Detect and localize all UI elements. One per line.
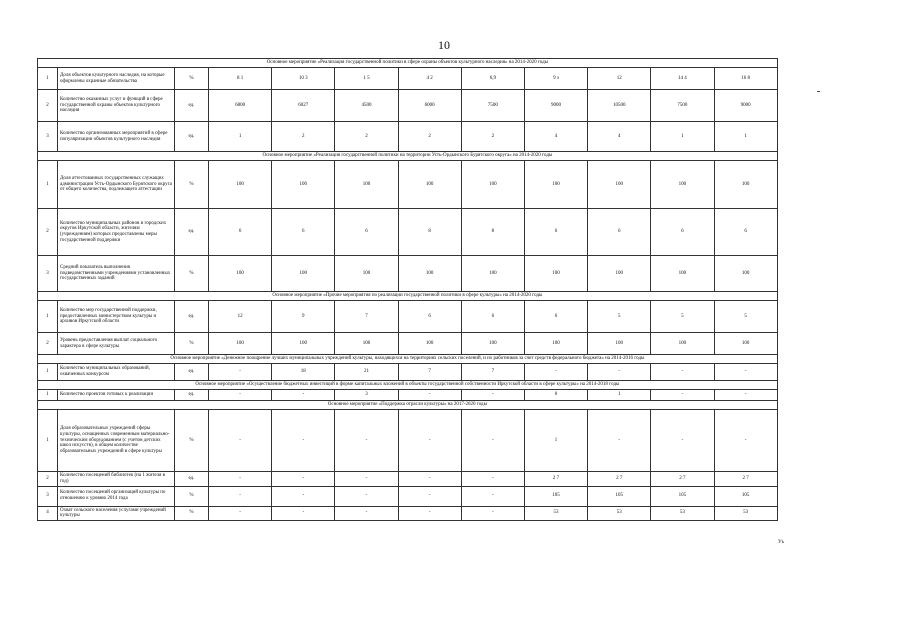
section-title: Основное мероприятие «Реализация государственной политики на территории Усть-Ордынского Бурятского округа» на 2014-2020 годы — [38, 152, 778, 161]
row-number-cell: 3 — [38, 256, 58, 292]
value-cell: 105 — [524, 486, 587, 506]
section-header-row — [38, 381, 778, 390]
value-cell: 12 — [209, 301, 272, 333]
unit-cell: ед. — [175, 364, 209, 381]
value-cell: - — [209, 472, 272, 487]
value-cell: 4 2 — [398, 68, 461, 90]
value-cell: 9 з — [524, 68, 587, 90]
value-cell: - — [335, 472, 398, 487]
table-row — [38, 486, 778, 506]
indicators-table — [37, 58, 778, 521]
value-cell: - — [272, 486, 335, 506]
value-cell: 2 7 — [651, 472, 714, 487]
value-cell: 5 — [651, 301, 714, 333]
value-cell: 16 8 — [714, 68, 777, 90]
indicator-name-cell: Количество оказанных услуг и функций в сфере государственной охраны объектов культурного наследия — [58, 90, 175, 122]
value-cell: 6 — [335, 209, 398, 256]
value-cell: 100 — [209, 256, 272, 292]
table-row — [38, 364, 778, 381]
value-cell: 8 — [461, 209, 524, 256]
row-number-cell: 3 — [38, 122, 58, 152]
value-cell: 2 — [272, 122, 335, 152]
value-cell: - — [272, 390, 335, 401]
value-cell: 53 — [714, 506, 777, 521]
value-cell: 100 — [651, 256, 714, 292]
indicator-name-cell: Количество проектов готовых к реализации — [58, 390, 175, 401]
value-cell: - — [714, 410, 777, 472]
section-header-row — [38, 152, 778, 161]
value-cell: 7 — [398, 364, 461, 381]
value-cell: 105 — [714, 486, 777, 506]
unit-cell: % — [175, 506, 209, 521]
value-cell: 100 — [651, 333, 714, 355]
indicator-name-cell: Доля объектов культурного наследия, на которые оформлены охранные обязательства — [58, 68, 175, 90]
table-row — [38, 301, 778, 333]
table-row — [38, 68, 778, 90]
value-cell: 2 7 — [588, 472, 651, 487]
page-number: 10 — [438, 38, 450, 52]
value-cell: - — [335, 486, 398, 506]
value-cell: - — [209, 390, 272, 401]
table-row — [38, 90, 778, 122]
table-row — [38, 390, 778, 401]
table-row — [38, 506, 778, 521]
value-cell: 1 5 — [335, 68, 398, 90]
unit-cell: ед. — [175, 122, 209, 152]
indicator-name-cell: Количество муниципальных районов и городских округов Иркутской области, жителям (учреждениям) которых предоставлены меры государственной поддержки — [58, 209, 175, 256]
section-title: Основное мероприятие «Реализация государственной политики в сфере охраны объектов культурного наследия» на 2014-2020 годы — [38, 59, 778, 68]
value-cell: 53 — [524, 506, 587, 521]
value-cell: - — [272, 472, 335, 487]
value-cell: 1 — [714, 122, 777, 152]
indicator-name-cell: Количество посещений организаций культуры по отношению к уровню 2014 года — [58, 486, 175, 506]
edge-mark: Уъ — [778, 540, 785, 545]
unit-cell: % — [175, 410, 209, 472]
value-cell: - — [714, 390, 777, 401]
value-cell: 100 — [588, 256, 651, 292]
value-cell: 8 1 — [209, 68, 272, 90]
value-cell: - — [651, 410, 714, 472]
section-header-row — [38, 355, 778, 364]
value-cell: 100 — [209, 161, 272, 209]
value-cell: 105 — [651, 486, 714, 506]
indicator-name-cell: Уровень предоставления выплат социального характера в сфере культуры — [58, 333, 175, 355]
value-cell: 100 — [588, 161, 651, 209]
row-number-cell: 4 — [38, 506, 58, 521]
value-cell: 9 — [272, 301, 335, 333]
value-cell: 100 — [398, 256, 461, 292]
unit-cell: % — [175, 68, 209, 90]
value-cell: 9000 — [524, 90, 587, 122]
value-cell: - — [209, 364, 272, 381]
value-cell: - — [461, 390, 524, 401]
value-cell: 0 — [524, 390, 587, 401]
value-cell: 100 — [209, 333, 272, 355]
value-cell: 100 — [714, 161, 777, 209]
section-title: Основное мероприятие «Денежное поощрение лучших муниципальных учреждений культуры, находящихся на территориях сельских поселений, и их работников за счет средств федерального бюджета» на 2014-2016 годы — [38, 355, 778, 364]
value-cell: 2 — [398, 122, 461, 152]
value-cell: - — [398, 506, 461, 521]
value-cell: 3 — [335, 390, 398, 401]
unit-cell: % — [175, 161, 209, 209]
margin-tick — [817, 91, 820, 92]
indicator-name-cell: Количество муниципальных образований, охваченных конкурсом — [58, 364, 175, 381]
value-cell: 4 — [588, 122, 651, 152]
section-title: Основное мероприятие «Прочие мероприятия по реализации государственной политики в сфере культуры» на 2014-2020 годы — [38, 292, 778, 301]
row-number-cell: 2 — [38, 209, 58, 256]
unit-cell: ед. — [175, 301, 209, 333]
row-number-cell: 1 — [38, 410, 58, 472]
row-number-cell: 1 — [38, 161, 58, 209]
value-cell: - — [272, 410, 335, 472]
unit-cell: % — [175, 256, 209, 292]
value-cell: 1 — [588, 390, 651, 401]
section-header-row — [38, 59, 778, 68]
unit-cell: ед. — [175, 209, 209, 256]
value-cell: 53 — [651, 506, 714, 521]
value-cell: 18 — [272, 364, 335, 381]
value-cell: 4500 — [335, 90, 398, 122]
value-cell: 1 — [651, 122, 714, 152]
value-cell: - — [651, 364, 714, 381]
value-cell: 100 — [272, 256, 335, 292]
row-number-cell: 2 — [38, 90, 58, 122]
value-cell: 2 7 — [714, 472, 777, 487]
value-cell: 6027 — [272, 90, 335, 122]
value-cell: - — [209, 486, 272, 506]
value-cell: 4 — [524, 122, 587, 152]
value-cell: 6 — [651, 209, 714, 256]
unit-cell: ед. — [175, 90, 209, 122]
value-cell: 6 — [209, 209, 272, 256]
indicator-name-cell: Охват сельского населения услугами учреждений культуры — [58, 506, 175, 521]
value-cell: 6 — [588, 209, 651, 256]
value-cell: 100 — [461, 333, 524, 355]
section-header-row — [38, 292, 778, 301]
value-cell: 1 — [209, 122, 272, 152]
value-cell: 53 — [588, 506, 651, 521]
table-row — [38, 472, 778, 487]
value-cell: 100 — [335, 161, 398, 209]
value-cell: 100 — [335, 256, 398, 292]
value-cell: 7 — [335, 301, 398, 333]
value-cell: - — [398, 472, 461, 487]
value-cell: - — [335, 506, 398, 521]
indicator-name-cell: Доля образовательных учреждений сферы культуры, оснащенных современным материально-техническим оборудованием (с учетом детских школ искусств), в общем количестве образовательных учреждений в сфере культуры — [58, 410, 175, 472]
row-number-cell: 1 — [38, 301, 58, 333]
value-cell: - — [398, 486, 461, 506]
value-cell: 6800 — [209, 90, 272, 122]
unit-cell: ед. — [175, 390, 209, 401]
value-cell: 7500 — [461, 90, 524, 122]
value-cell: 12 — [588, 68, 651, 90]
value-cell: 100 — [524, 333, 587, 355]
value-cell: - — [461, 506, 524, 521]
indicator-name-cell: Количество посещений библиотек (на 1 жителя в год) — [58, 472, 175, 487]
value-cell: - — [461, 472, 524, 487]
row-number-cell: 3 — [38, 486, 58, 506]
unit-cell: % — [175, 333, 209, 355]
indicator-name-cell: Средний показатель выполнения подведомственными учреждениями установленных государственных заданий — [58, 256, 175, 292]
value-cell: 100 — [272, 333, 335, 355]
value-cell: 100 — [398, 333, 461, 355]
table-row — [38, 209, 778, 256]
value-cell: - — [209, 506, 272, 521]
value-cell: 21 — [335, 364, 398, 381]
value-cell: 6,9 — [461, 68, 524, 90]
value-cell: 100 — [272, 161, 335, 209]
section-header-row — [38, 401, 778, 410]
value-cell: 6 — [398, 301, 461, 333]
value-cell: 6 — [524, 209, 587, 256]
value-cell: 7 — [461, 364, 524, 381]
section-title: Основное мероприятие «Поддержка отрасли культуры» на 2017-2020 годы — [38, 401, 778, 410]
value-cell: 2 — [335, 122, 398, 152]
indicator-name-cell: Количество организованных мероприятий в сфере популяризации объектов культурного наследия — [58, 122, 175, 152]
value-cell: 6 — [461, 301, 524, 333]
value-cell: - — [524, 364, 587, 381]
value-cell: 5 — [714, 301, 777, 333]
value-cell: - — [651, 390, 714, 401]
value-cell: - — [272, 506, 335, 521]
value-cell: - — [398, 410, 461, 472]
row-number-cell: 2 — [38, 333, 58, 355]
table-row — [38, 333, 778, 355]
value-cell: - — [461, 410, 524, 472]
value-cell: 100 — [714, 256, 777, 292]
value-cell: 2 — [461, 122, 524, 152]
section-title: Основное мероприятие «Осуществление бюджетных инвестиций в форме капитальных вложений в объекты государственной собственности Иркутской области в сфере культуры» на 2014-2018 годы — [38, 381, 778, 390]
value-cell: 100 — [588, 333, 651, 355]
value-cell: 6 — [272, 209, 335, 256]
value-cell: 7500 — [651, 90, 714, 122]
table-row — [38, 122, 778, 152]
value-cell: 1 — [524, 410, 587, 472]
value-cell: 8 — [398, 209, 461, 256]
value-cell: 100 — [714, 333, 777, 355]
indicator-name-cell: Доля аттестованных государственных служащих администрации Усть-Ордынского Бурятского округа от общего количества, подлежащего аттестации — [58, 161, 175, 209]
unit-cell: ед. — [175, 472, 209, 487]
table-row — [38, 161, 778, 209]
value-cell: - — [398, 390, 461, 401]
value-cell: 100 — [651, 161, 714, 209]
value-cell: 100 — [524, 161, 587, 209]
indicator-name-cell: Количество мер государственной поддержки, предоставленных министерством культуры и архивов Иркутской области — [58, 301, 175, 333]
table-row — [38, 410, 778, 472]
table-row — [38, 256, 778, 292]
value-cell: 10500 — [588, 90, 651, 122]
value-cell: - — [588, 364, 651, 381]
row-number-cell: 1 — [38, 390, 58, 401]
row-number-cell: 2 — [38, 472, 58, 487]
row-number-cell: 1 — [38, 364, 58, 381]
value-cell: 100 — [398, 161, 461, 209]
value-cell: - — [209, 410, 272, 472]
value-cell: 6 — [524, 301, 587, 333]
value-cell: 100 — [524, 256, 587, 292]
row-number-cell: 1 — [38, 68, 58, 90]
value-cell: 100 — [461, 256, 524, 292]
value-cell: - — [461, 486, 524, 506]
indicators-table-body — [38, 59, 778, 521]
value-cell: - — [588, 410, 651, 472]
value-cell: - — [714, 364, 777, 381]
value-cell: 100 — [461, 161, 524, 209]
value-cell: 5 — [588, 301, 651, 333]
value-cell: 6000 — [398, 90, 461, 122]
value-cell: 105 — [588, 486, 651, 506]
value-cell: - — [335, 410, 398, 472]
unit-cell: % — [175, 486, 209, 506]
value-cell: 9000 — [714, 90, 777, 122]
value-cell: 6 — [714, 209, 777, 256]
value-cell: 100 — [335, 333, 398, 355]
value-cell: 2 7 — [524, 472, 587, 487]
value-cell: 10 3 — [272, 68, 335, 90]
value-cell: 14 4 — [651, 68, 714, 90]
